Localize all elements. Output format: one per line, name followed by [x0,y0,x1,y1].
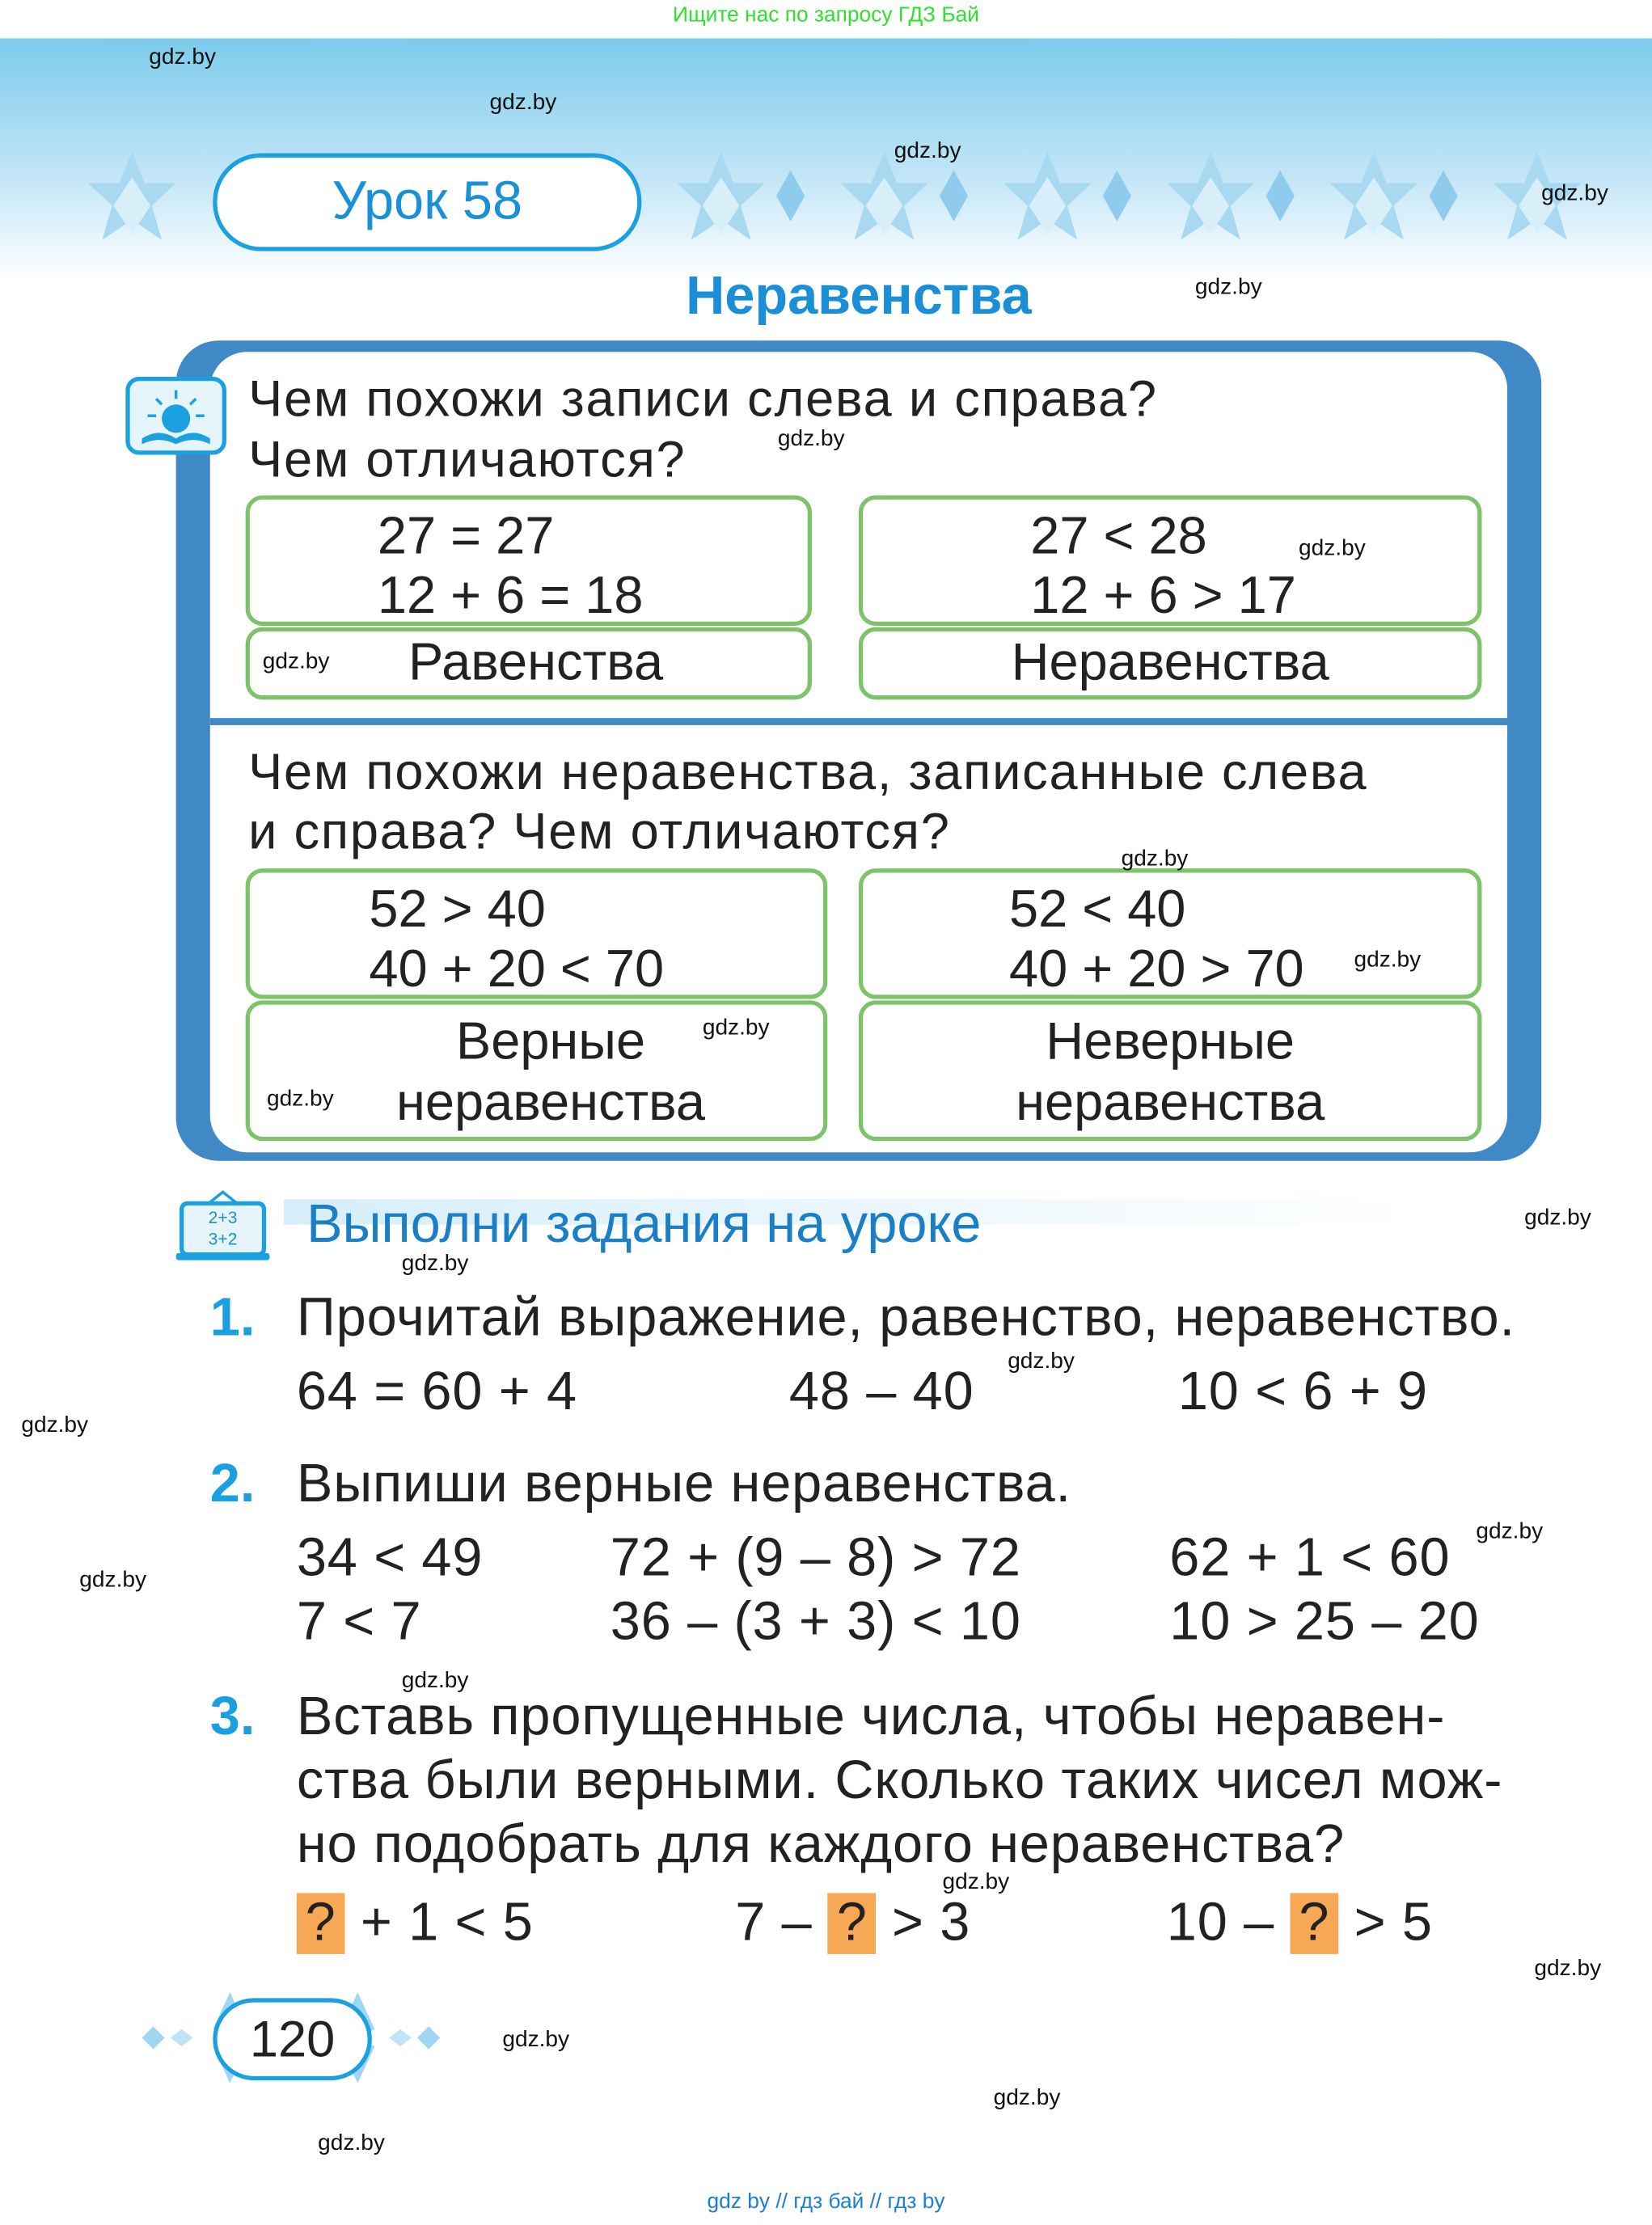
equalities-box [246,496,812,626]
label: Неверные [1046,1011,1295,1070]
expr-part: > 3 [876,1893,971,1953]
expr-part: > 5 [1338,1893,1433,1953]
expression: 27 = 27 [377,506,555,565]
page-title: Неравенства [686,266,1032,327]
watermark: gdz.by [942,1870,1010,1895]
task-item: 72 + (9 – 8) > 72 [610,1528,1021,1589]
task-item: 34 < 49 [296,1528,484,1589]
top-note[interactable]: Ищите нас по запросу ГДЗ Бай [673,2,980,27]
lesson-badge: Урок 58 [213,154,641,251]
task-text: но подобрать для каждого неравенства? [296,1814,1346,1875]
task-item [297,1893,534,1953]
task-item [1167,1893,1433,1953]
equalities-label: Равенства [246,627,812,700]
watermark: gdz.by [79,1568,147,1593]
question-1-line-2: Чем отличаются? [248,429,687,488]
task-item: 48 – 40 [788,1362,974,1422]
task-item: 10 < 6 + 9 [1177,1362,1429,1422]
watermark: gdz.by [1534,1957,1602,1982]
expression: 12 + 6 > 17 [1030,566,1296,625]
task-text: Прочитай выражение, равенство, неравенство. [296,1288,1515,1349]
section-title: Выполни задания на уроке [306,1194,982,1255]
watermark: gdz.by [777,427,845,452]
watermark: gdz.by [21,1413,89,1438]
task-item [735,1893,970,1953]
true-inequalities-box [246,868,828,999]
icon-text: 3+2 [208,1229,238,1249]
task-text: Выпиши верные неравенства. [296,1454,1071,1514]
watermark: gdz.by [1194,275,1262,300]
task-number: 1. [209,1288,256,1349]
task-number: 2. [209,1454,256,1514]
question-2-line-2: и справа? Чем отличаются? [248,801,951,860]
expr-part: + 1 < 5 [344,1893,534,1953]
expr-part: 10 – [1166,1893,1291,1953]
missing-number-box[interactable]: ? [828,1893,877,1953]
watermark: gdz.by [894,139,961,163]
watermark: gdz.by [1354,948,1422,973]
expression: 12 + 6 = 18 [377,566,644,625]
inequalities-label: Неравенства [859,627,1482,700]
label: неравенства [395,1072,706,1131]
watermark: gdz.by [262,649,330,674]
watermark: gdz.by [1476,1519,1544,1544]
false-inequalities-box [859,868,1482,999]
task-item: 7 < 7 [296,1592,422,1653]
task-text: Вставь пропущенные числа, чтобы неравен- [296,1687,1446,1747]
task-item: 10 > 25 – 20 [1169,1592,1480,1653]
book-sun-icon [125,376,226,455]
task-item: 64 = 60 + 4 [296,1362,578,1422]
question-1-line-1: Чем похожи записи слева и справа? [248,369,1158,428]
missing-number-box[interactable]: ? [297,1893,345,1953]
footer-links[interactable]: gdz by // гдз бай // гдз by [707,2189,945,2214]
expression: 52 > 40 [369,880,546,939]
watermark: gdz.by [401,1669,469,1693]
task-text: ства были верными. Сколько таких чисел мож- [296,1750,1503,1811]
watermark: gdz.by [266,1087,334,1112]
watermark: gdz.by [702,1015,770,1041]
expression: 52 < 40 [1008,880,1186,939]
watermark: gdz.by [502,2028,570,2053]
watermark: gdz.by [1541,181,1608,206]
watermark: gdz.by [1299,536,1366,561]
blackboard-icon [173,1189,273,1263]
divider [210,718,1507,725]
inequalities-box [859,496,1482,626]
watermark: gdz.by [1524,1205,1591,1231]
task-item: 36 – (3 + 3) < 10 [610,1592,1021,1653]
watermark: gdz.by [1121,847,1189,872]
task-number: 3. [209,1687,256,1747]
task-item: 62 + 1 < 60 [1169,1528,1451,1589]
false-inequalities-label [859,1000,1482,1141]
expression: 40 + 20 < 70 [369,939,665,998]
expression: 40 + 20 > 70 [1008,939,1304,998]
icon-text: 2+3 [208,1207,238,1228]
expression: 27 < 28 [1030,506,1207,565]
page-number: 120 [213,1998,372,2080]
label: Верные [455,1011,646,1070]
watermark: gdz.by [1008,1349,1075,1374]
watermark: gdz.by [401,1252,469,1276]
watermark: gdz.by [318,2131,385,2156]
expr-part: 7 – [735,1893,828,1953]
missing-number-box[interactable]: ? [1291,1893,1339,1953]
watermark: gdz.by [489,91,557,116]
label: неравенства [1016,1072,1325,1131]
watermark: gdz.by [149,45,217,70]
watermark: gdz.by [993,2086,1061,2110]
question-2-line-1: Чем похожи неравенства, записанные слева [248,741,1368,800]
